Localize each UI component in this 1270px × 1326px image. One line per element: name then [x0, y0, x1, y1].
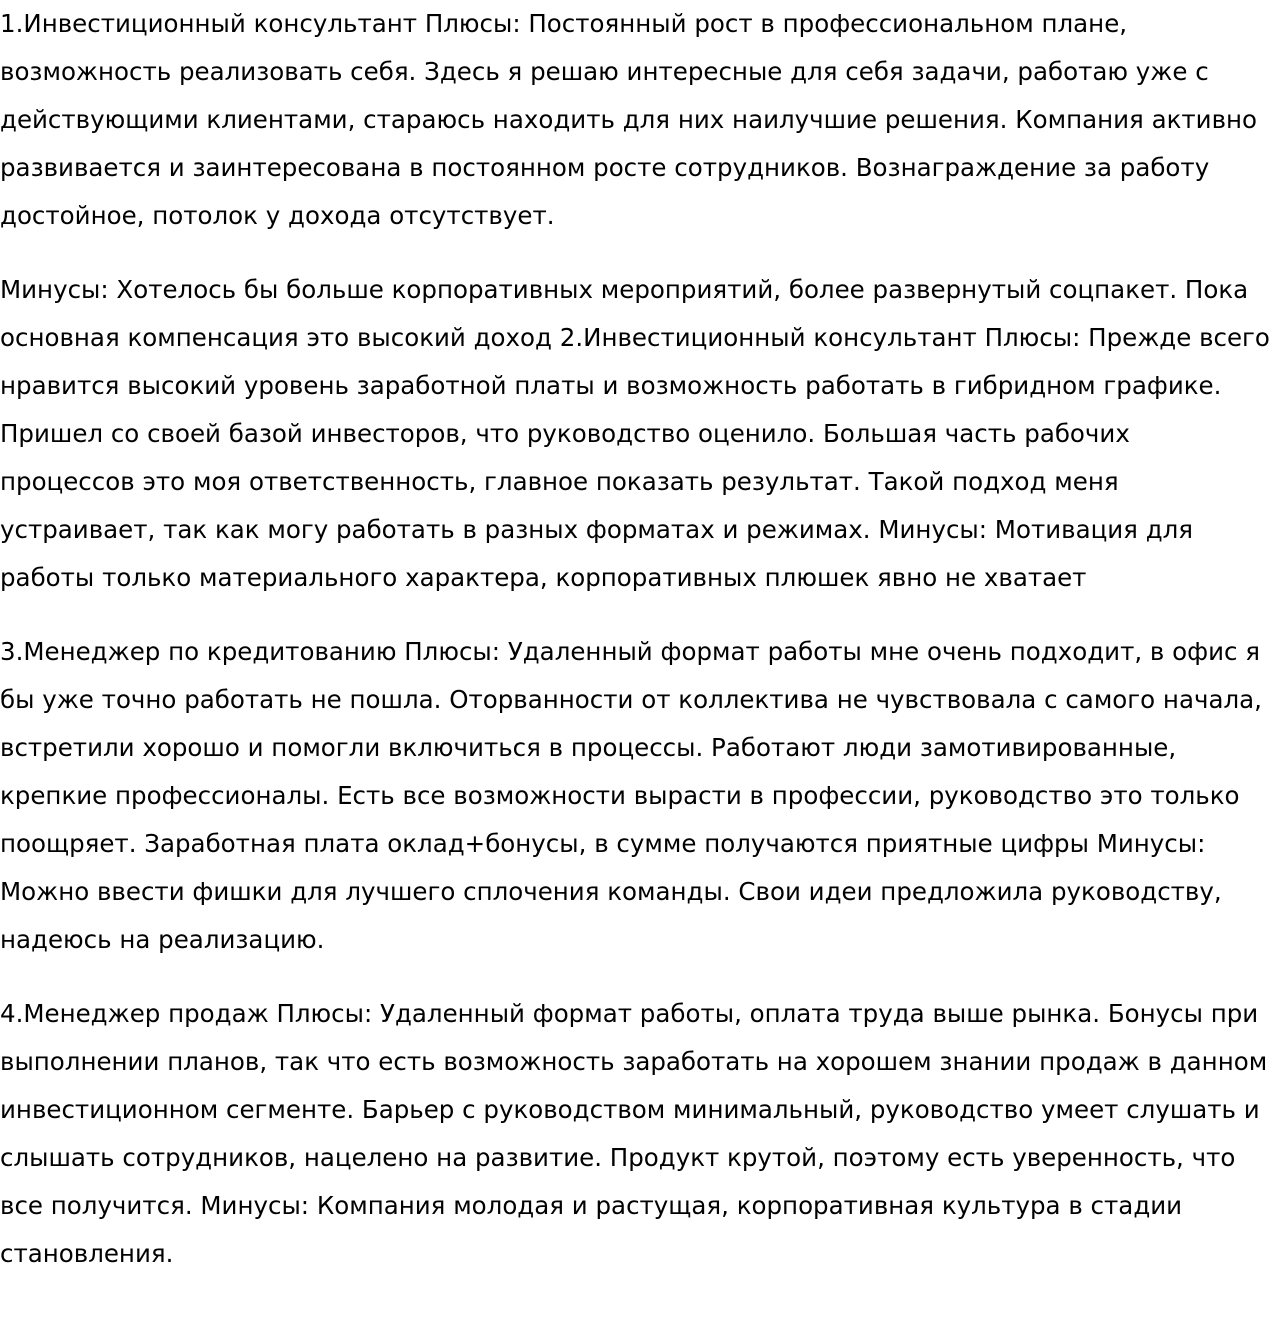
review-paragraph-4: 4.Менеджер продаж Плюсы: Удаленный формат работы, оплата труда выше рынка. Бонусы при выполнении планов, так что есть возможность заработать на хорошем знании продаж в данном инвестиционном сегменте. Барьер с руководством минимальный, руководство умеет слушать и слышать сотрудников, нацелено на развитие. Продукт крутой, поэтому есть уверенность, что все получится. Минусы: Компания молодая и растущая, корпоративная культура в стадии становления.	[0, 999, 1268, 1268]
review-paragraph-2: Минусы: Хотелось бы больше корпоративных мероприятий, более развернутый соцпакет. Пока основная компенсация это высокий доход 2.Инвестиционный консультант Плюсы: Прежде всего нравится высокий уровень заработной платы и возможность работать в гибридном графике. Пришел со своей базой инвесторов, что руководство оценило. Большая часть рабочих процессов это моя ответственность, главное показать результат. Такой подход меня устраивает, так как могу работать в разных форматах и режимах. Минусы: Мотивация для работы только материального характера, корпоративных плюшек явно не хватает	[0, 275, 1270, 592]
review-paragraph-1: 1.Инвестиционный консультант Плюсы: Постоянный рост в профессиональном плане, возможность реализовать себя. Здесь я решаю интересные для себя задачи, работаю уже с действующими клиентами, стараюсь находить для них наилучшие решения. Компания активно развивается и заинтересована в постоянном росте сотрудников. Вознаграждение за работу достойное, потолок у дохода отсутствует.	[0, 9, 1258, 230]
review-paragraph-3: 3.Менеджер по кредитованию Плюсы: Удаленный формат работы мне очень подходит, в офис я бы уже точно работать не пошла. Оторванности от коллектива не чувствовала с самого начала, встретили хорошо и помогли включиться в процессы. Работают люди замотивированные, крепкие профессионалы. Есть все возможности вырасти в профессии, руководство это только поощряет. Заработная плата оклад+бонусы, в сумме получаются приятные цифры Минусы: Можно ввести фишки для лучшего сплочения команды. Свои идеи предложила руководству, надеюсь на реализацию.	[0, 637, 1262, 954]
